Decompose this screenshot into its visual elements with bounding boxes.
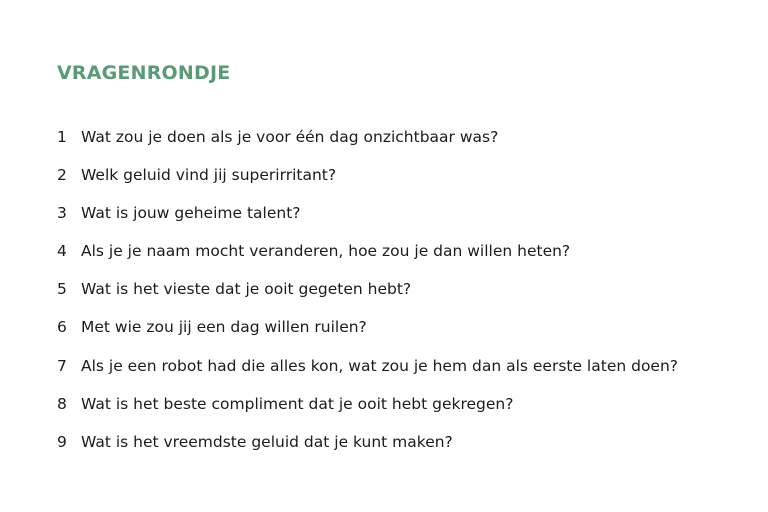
question-number: 4	[57, 242, 67, 261]
question-text: Met wie zou jij een dag willen ruilen?	[81, 318, 367, 337]
question-item-2	[57, 164, 757, 202]
question-number: 7	[57, 356, 67, 375]
question-number: 8	[57, 394, 67, 413]
question-number: 1	[57, 128, 67, 146]
question-text: Wat is het vieste dat je ooit gegeten hebt?	[81, 280, 412, 299]
question-text: Welk geluid vind jij superirritant?	[81, 166, 337, 185]
question-number: 6	[57, 318, 67, 337]
question-text: Wat is het vreemdste geluid dat je kunt maken?	[81, 432, 453, 451]
question-item-9	[57, 431, 757, 469]
question-text: Wat is jouw geheime talent?	[81, 204, 301, 223]
question-text: Als je een robot had die alles kon, wat zou je hem dan als eerste laten doen?	[81, 356, 679, 375]
question-text: Wat is het beste compliment dat je ooit hebt gekregen?	[81, 394, 514, 413]
question-item-4	[57, 240, 757, 278]
question-item-8	[57, 393, 757, 431]
question-item-1	[57, 126, 757, 164]
question-number: 9	[57, 432, 67, 451]
question-item-5	[57, 278, 757, 316]
question-item-7	[57, 355, 757, 393]
question-item-6	[57, 316, 757, 354]
page-title: VRAGENRONDJE	[57, 62, 231, 84]
question-text: Wat zou je doen als je voor één dag onzichtbaar was?	[81, 128, 499, 146]
question-list	[57, 126, 757, 469]
question-number: 5	[57, 280, 67, 299]
question-item-3	[57, 202, 757, 240]
question-number: 2	[57, 166, 67, 185]
question-text: Als je je naam mocht veranderen, hoe zou je dan willen heten?	[81, 242, 571, 261]
question-number: 3	[57, 204, 67, 223]
